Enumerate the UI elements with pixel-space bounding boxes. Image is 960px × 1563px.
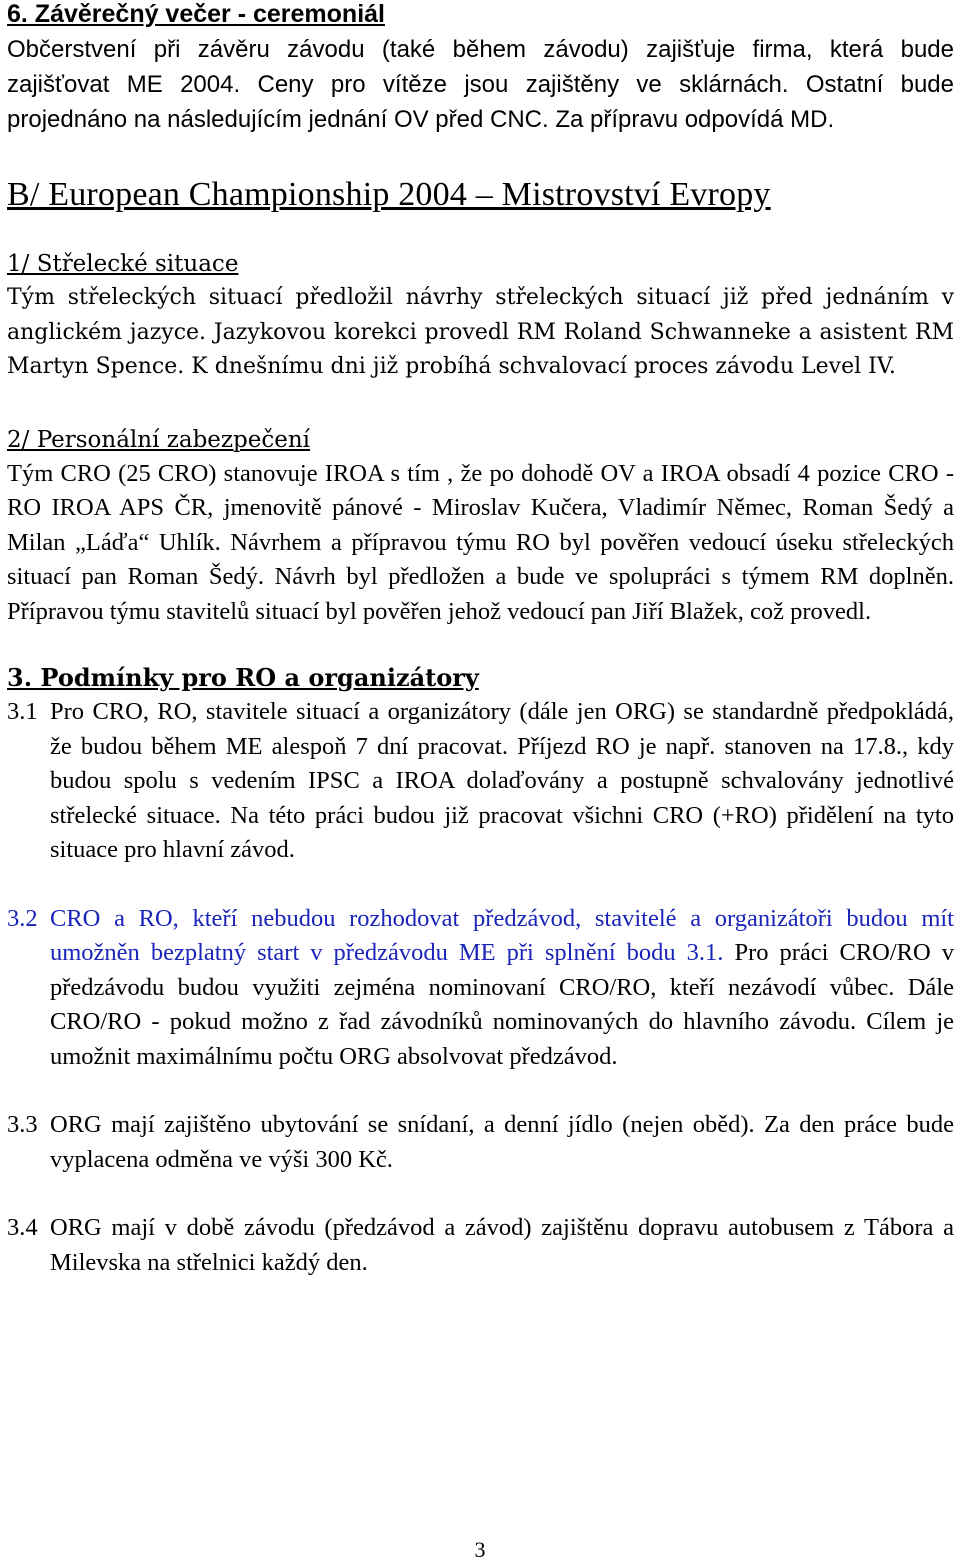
section-6-body: Občerstvení při závěru závodu (také během závodu) zajišťuje firma, která bude zajišťovat ME 2004. Ceny pro vítěze jsou zajištěny ve sklárnách. Ostatní bude projednáno na následujícím jednání OV před CNC. Za přípravu odpovídá MD. xyxy=(7,36,954,133)
part-2-body: Tým CRO (25 CRO) stanovuje IROA s tím , že po dohodě OV a IROA obsadí 4 pozice CRO - RO IROA APS ČR, jmenovitě pánové - Miroslav Kučera, Vladimír Němec, Roman Šedý a Milan „Láďa“ Uhlík. Návrhem a přípravou týmu RO byl pověřen vedoucí úseku střeleckých situací pan Roman Šedý. Návrh byl předložen a bude ve spolupráci s týmem RM doplněn. Přípravou týmu stavitelů situací byl pověřen jehož vedoucí pan Jiří Blažek, což provedl. xyxy=(7,459,954,625)
item-number: 3.3 xyxy=(7,1111,38,1138)
section-6-heading: 6. Závěrečný večer - ceremoniál xyxy=(7,0,386,28)
item-text: ORG mají zajištěno ubytování se snídaní, a denní jídlo (nejen oběd). Za den práce bude vyplacena odměna ve výši 300 Kč. xyxy=(50,1111,954,1173)
item-text: ORG mají v době závodu (předzávod a závod) zajištěnu dopravu autobusem z Tábora a Milevska na střelnici každý den. xyxy=(50,1214,954,1276)
part-2-heading: 2/ Personální zabezpečení xyxy=(7,426,311,453)
list-item-3-1 xyxy=(7,695,954,868)
item-text: Pro CRO, RO, stavitele situací a organizátory (dále jen ORG) se standardně předpokládá, že budou během ME alespoň 7 dní pracovat. Příjezd RO je např. stanoven na 17.8., kdy budou spolu s vedením IPSC a IROA dolaďovány a postupně schvalovány jednotlivé střelecké situace. Na této práci budou již pracovat všichni CRO (+RO) přidělení na tyto situace pro hlavní závod. xyxy=(50,698,954,863)
list-item-3-4 xyxy=(7,1211,954,1280)
document-page xyxy=(7,0,954,1280)
item-number: 3.1 xyxy=(7,698,38,725)
page-number: 3 xyxy=(474,1537,486,1562)
section-b-title: B/ European Championship 2004 – Mistrovství Evropy xyxy=(7,176,771,213)
item-text xyxy=(50,902,954,1075)
item-text-rest: Pro práci CRO/RO v předzávodu budou využiti zejména nominovaní CRO/RO, kteří nezávodí vůbec. Dále CRO/RO - pokud možno z řad závodníků nominovaných do hlavního závodu. Cílem je umožnit maximálnímu počtu ORG absolvovat předzávod. xyxy=(50,939,954,1070)
section-3-heading: 3. Podmínky pro RO a organizátory xyxy=(7,663,479,692)
list-item-3-2 xyxy=(7,902,954,1075)
item-text-highlight: CRO a RO, kteří nebudou rozhodovat předzávod, stavitelé a organizátoři budou mít umožněn bezplatný start v předzávodu ME při splnění bodu 3.1. xyxy=(50,904,954,966)
item-number: 3.4 xyxy=(7,1214,38,1241)
list-item-3-3 xyxy=(7,1108,954,1177)
part-1-body: Tým střeleckých situací předložil návrhy střeleckých situací již před jednáním v anglickém jazyce. Jazykovou korekci provedl RM Roland Schwanneke a asistent RM Martyn Spence. K dnešnímu dni již probíhá schvalovací proces závodu Level IV. xyxy=(7,285,954,379)
item-number: 3.2 xyxy=(7,904,38,932)
part-1-heading: 1/ Střelecké situace xyxy=(7,251,239,277)
